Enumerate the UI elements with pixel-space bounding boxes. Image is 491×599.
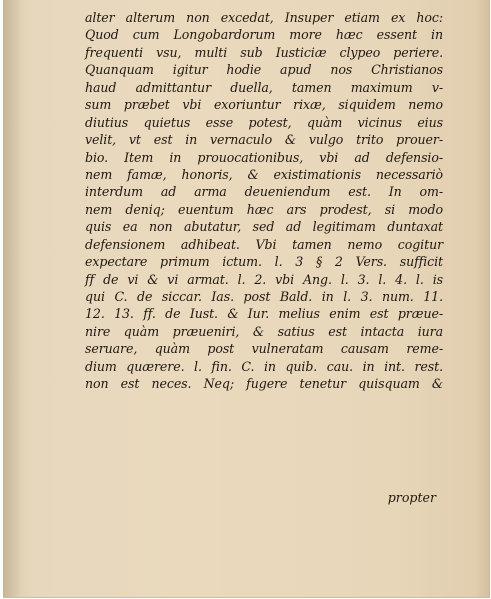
text-line: haud admittantur duella, tamen maximum v-: [85, 79, 443, 95]
catchword: propter: [387, 490, 436, 505]
text-line: expectare primum ictum. l. 3 § 2 Vers. sufficit: [85, 254, 443, 270]
text-line: sum præbet vbi exoriuntur rixæ, siquidem nemo: [85, 97, 443, 113]
text-line: Quod cum Longobardorum more hæc essent in: [85, 27, 443, 43]
text-line: bio. Item in prouocationibus, vbi ad defensio-: [85, 149, 443, 165]
text-line: 12. 13. ff. de Iust. & Iur. melius enim est præue-: [85, 306, 443, 322]
text-line: alter alterum non excedat, Insuper etiam ex hoc:: [85, 10, 443, 25]
body-text: [85, 9, 443, 393]
text-line: nem famæ, honoris, & existimationis necessariò: [85, 166, 443, 182]
text-line: Quanquam igitur hodie apud nos Christianos: [85, 62, 443, 78]
text-line: nire quàm præueniri, & satius est intacta iura: [85, 323, 443, 339]
book-page: [3, 0, 490, 598]
text-line: diutius quietus esse potest, quàm vicinus eius: [85, 114, 443, 130]
text-line: seruare, quàm post vulneratam causam reme-: [85, 341, 443, 357]
text-line: quis ea non abutatur, sed ad legitimam duntaxat: [85, 219, 443, 235]
text-line: velit, vt est in vernaculo & vulgo trito prouer-: [85, 132, 443, 148]
text-line: qui C. de siccar. Ias. post Bald. in l. 3. num. 11.: [85, 289, 443, 304]
text-line: non est neces. Neq; fugere tenetur quisquam &: [85, 376, 443, 392]
text-line: frequenti vsu, multi sub Iusticiæ clypeo periere.: [85, 44, 443, 60]
text-line: dium quærere. l. fin. C. in quib. cau. in int. rest.: [85, 358, 443, 374]
text-line: defensionem adhibeat. Vbi tamen nemo cogitur: [85, 236, 443, 252]
text-line: interdum ad arma deueniendum est. In om-: [85, 184, 443, 200]
text-line: ff de vi & vi armat. l. 2. vbi Ang. l. 3. l. 4. l. is: [85, 271, 443, 287]
text-line: nem deniq; euentum hæc ars prodest, si modo: [85, 201, 443, 217]
